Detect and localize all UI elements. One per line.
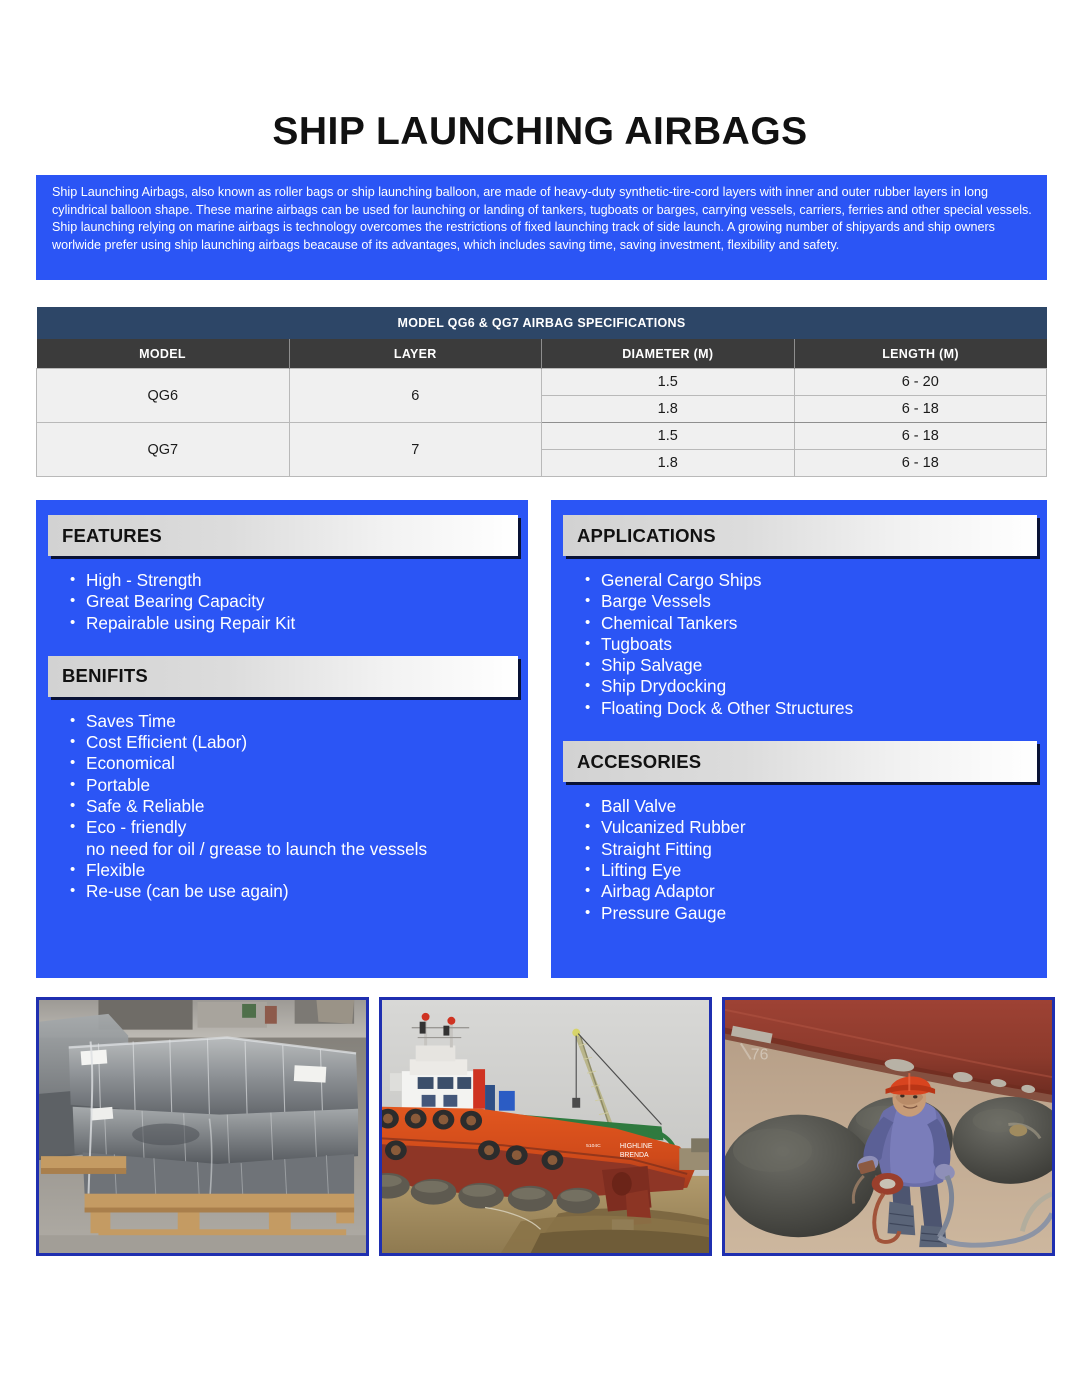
table-row [37, 369, 1047, 396]
svg-text:5104C: 5104C [586, 1144, 601, 1150]
list-item: • Repairable using Repair Kit [70, 613, 528, 634]
cell-length: 6 - 18 [794, 423, 1047, 450]
table-row [37, 423, 1047, 450]
column-header-length: LENGTH (M) [794, 339, 1047, 369]
cell-layer: 6 [289, 369, 542, 423]
cell-length: 6 - 20 [794, 369, 1047, 396]
table-caption: MODEL QG6 & QG7 AIRBAG SPECIFICATIONS [37, 307, 1047, 339]
svg-text:76: 76 [750, 1046, 769, 1064]
table-header-row [37, 339, 1047, 369]
section-header-features [48, 515, 518, 556]
left-panel [36, 500, 528, 978]
section-header-applications [563, 515, 1037, 556]
list-item: • Barge Vessels [585, 591, 1047, 612]
list-item: • Airbag Adaptor [585, 881, 1047, 902]
cell-length: 6 - 18 [794, 450, 1047, 477]
features-list [36, 570, 528, 634]
list-item: • Straight Fitting [585, 839, 1047, 860]
column-header-layer: LAYER [289, 339, 542, 369]
list-item: • High - Strength [70, 570, 528, 591]
list-item: • Safe & Reliable [70, 796, 528, 817]
list-item: • Ship Salvage [585, 655, 1047, 676]
column-header-model: MODEL [37, 339, 290, 369]
list-item: • General Cargo Ships [585, 570, 1047, 591]
section-header-accesories [563, 741, 1037, 782]
page-title: SHIP LAUNCHING AIRBAGS [272, 110, 808, 153]
list-item: • Flexible [70, 860, 528, 881]
applications-list [551, 570, 1047, 719]
list-item: • Great Bearing Capacity [70, 591, 528, 612]
section-title-features: FEATURES [62, 524, 162, 546]
list-item: • Ball Valve [585, 796, 1047, 817]
section-header-benifits [48, 656, 518, 697]
intro-panel [36, 175, 1047, 280]
list-item: • Tugboats [585, 634, 1047, 655]
specification-table [36, 307, 1047, 477]
cell-model: QG7 [37, 423, 290, 477]
table-caption-row [37, 307, 1047, 339]
list-item: no need for oil / grease to launch the vessels [86, 838, 428, 859]
photo-tugboat-on-launching-airbags [379, 997, 712, 1256]
list-item: • Pressure Gauge [585, 903, 1047, 924]
list-item: • Eco - friendly [70, 817, 528, 838]
cell-layer: 7 [289, 423, 542, 477]
list-item: • Portable [70, 775, 528, 796]
svg-text:HIGHLINE: HIGHLINE [619, 1143, 653, 1151]
cell-diameter: 1.5 [542, 423, 795, 450]
cell-model: QG6 [37, 369, 290, 423]
list-item: • Re-use (can be use again) [70, 881, 528, 902]
cell-diameter: 1.5 [542, 369, 795, 396]
intro-paragraph: Ship Launching Airbags, also known as roller bags or ship launching balloon, are made of heavy-duty synthetic-tire-cord layers with inner and outer rubber layers in long cylindrical balloon shape. These marine airbags can be used for launching or landing of tankers, tugboats or barges, carrying vessels, carriers, ferries and other special vessels. Ship launching relying on marine airbags is technology overcomes the restrictions of fixed launching track of side launch. A growing number of shipyards and ship owners worlwide prefer using ship launching airbags beacause of its advantages, which includes saving time, saving investment, flexibility and safety. [52, 185, 1032, 252]
section-title-accesories: ACCESORIES [577, 750, 702, 772]
accesories-list [551, 796, 1047, 924]
cell-length: 6 - 18 [794, 396, 1047, 423]
section-title-applications: APPLICATIONS [577, 524, 716, 546]
list-item: • Ship Drydocking [585, 676, 1047, 697]
section-title-benifits: BENIFITS [62, 665, 148, 687]
list-item: • Economical [70, 753, 528, 774]
photo-packed-airbags-on-pallets [36, 997, 369, 1256]
list-item: • Vulcanized Rubber [585, 817, 1047, 838]
list-item: • Saves Time [70, 711, 528, 732]
right-panel [551, 500, 1047, 978]
photo-worker-inflating-airbag-under-hull [722, 997, 1055, 1256]
list-item: • Floating Dock & Other Structures [585, 698, 1047, 719]
cell-diameter: 1.8 [542, 450, 795, 477]
list-item: • Chemical Tankers [585, 613, 1047, 634]
benifits-list [36, 711, 528, 903]
column-header-diameter: DIAMETER (M) [542, 339, 795, 369]
list-item: • Lifting Eye [585, 860, 1047, 881]
cell-diameter: 1.8 [542, 396, 795, 423]
list-item: • Cost Efficient (Labor) [70, 732, 528, 753]
svg-text:BRENDA: BRENDA [619, 1152, 649, 1160]
